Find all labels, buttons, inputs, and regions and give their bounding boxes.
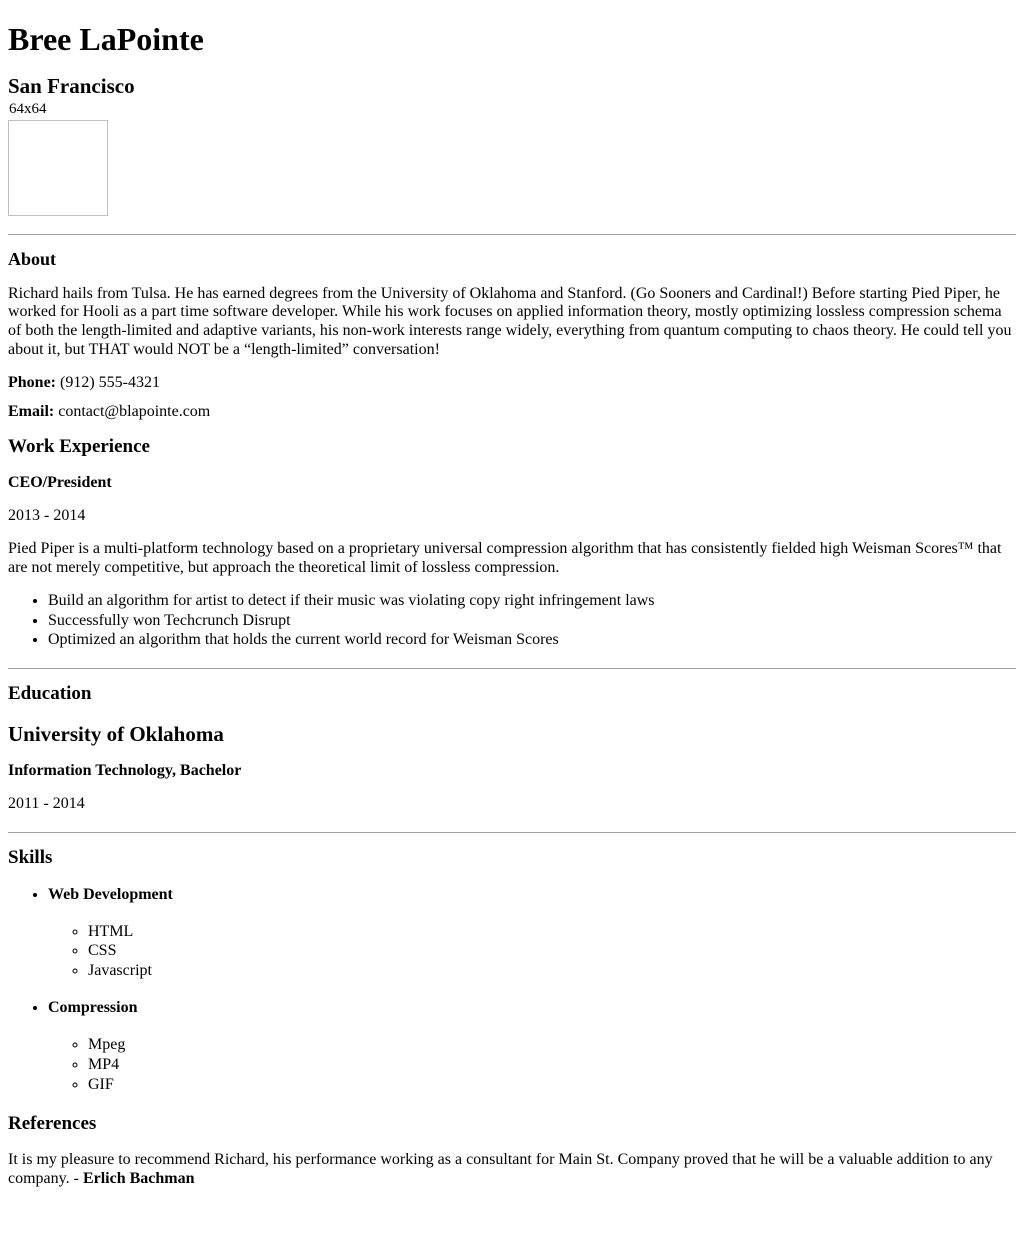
skills-list [8, 886, 1016, 1095]
skills-heading: Skills [8, 847, 53, 869]
divider [8, 668, 1016, 669]
job-dates: 2013 - 2014 [8, 507, 86, 525]
profile-photo-placeholder [8, 101, 108, 216]
degree-name: Information Technology, Bachelor [8, 762, 242, 780]
list-item: • Build an algorithm for artist to detect if their music was violating copy right infringement laws [48, 592, 1016, 611]
reference-author: Erlich Bachman [82, 1169, 195, 1187]
list-item: ◦ HTML [88, 923, 1016, 942]
phone-label: Phone: [8, 374, 56, 392]
list-item: • Successfully won Techcrunch Disrupt [48, 612, 1016, 631]
list-item: ◦ CSS [88, 942, 1016, 961]
divider [8, 234, 1016, 235]
references-heading: References [8, 1112, 97, 1134]
school-name: University of Oklahoma [8, 721, 224, 746]
reference-quote: It is my pleasure to recommend Richard, his performance working as a consultant for Main St. Company proved that he will be a valuable addition to any company. - [8, 1151, 993, 1187]
skill-sublist [48, 923, 1016, 982]
list-item: ◦ MP4 [88, 1056, 1016, 1075]
about-heading: About [8, 249, 57, 270]
skill-group-label: Compression [48, 999, 138, 1017]
skill-sublist [48, 1036, 1016, 1095]
job-description: Pied Piper is a multi-platform technology based on a proprietary universal compression algorithm that has consistently fielded high Weisman Scores™ that are not merely competitive, but approach the theoretical limit of lossless compression. [8, 539, 1002, 576]
reference-text [8, 1151, 1016, 1189]
email-value: contact@blapointe.com [58, 402, 211, 420]
phone-value: (912) 555-4321 [60, 374, 160, 392]
about-text: Richard hails from Tulsa. He has earned degrees from the University of Oklahoma and Stanford. (Go Sooners and Cardinal!) Before starting Pied Piper, he worked for Hooli as a part time software developer. While his work focuses on applied information theory, mostly optimizing lossless compression schema of both the length-limited and adaptive variants, his non-work interests range widely, everything from quantum computing to chaos theory. He could tell you about it, but THAT would NOT be a “length-limited” conversation! [8, 284, 1012, 359]
list-item: ◦ Mpeg [88, 1036, 1016, 1055]
skill-group-label: Web Development [48, 885, 173, 903]
work-experience-heading: Work Experience [8, 435, 150, 457]
divider [8, 832, 1016, 833]
page-title: Bree LaPointe [8, 21, 204, 57]
list-item: ◦ Javascript [88, 962, 1016, 981]
location-subtitle: San Francisco [8, 74, 135, 99]
skill-group [48, 886, 1016, 982]
photo-size-label: 64x64 [9, 101, 47, 118]
phone-line [8, 374, 1016, 393]
skill-group [48, 999, 1016, 1095]
email-line [8, 403, 1016, 422]
education-heading: Education [8, 683, 92, 705]
education-dates: 2011 - 2014 [8, 795, 85, 813]
email-label: Email: [8, 402, 55, 420]
list-item: ◦ GIF [88, 1076, 1016, 1095]
job-bullet-list [8, 592, 1016, 651]
job-title: CEO/President [8, 474, 112, 492]
list-item: • Optimized an algorithm that holds the current world record for Weisman Scores [48, 631, 1016, 650]
